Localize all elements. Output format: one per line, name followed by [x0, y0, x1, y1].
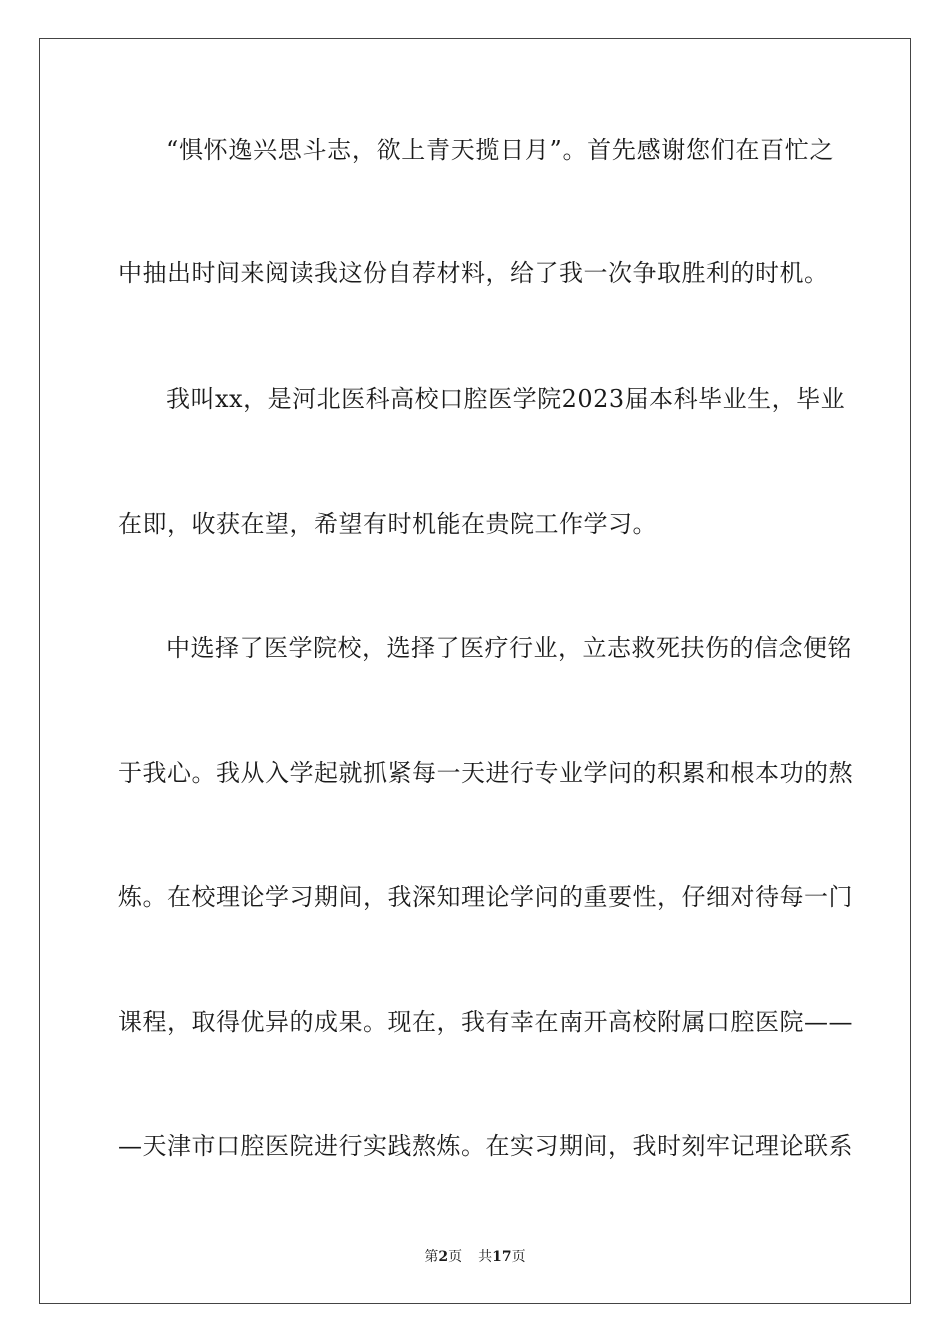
paragraph-2-line-1: 我叫xx，是河北医科高校口腔医学院2023届本科毕业生，毕业 — [166, 385, 846, 413]
page-suffix: 页 — [448, 1249, 463, 1265]
paragraph-1-line-1: “惧怀逸兴思斗志，欲上青天揽日月”。首先感谢您们在百忙之 — [166, 136, 834, 164]
page-prefix: 第 — [424, 1249, 439, 1265]
paragraph-3-line-2: 于我心。我从入学起就抓紧每一天进行专业学问的积累和根本功的熬 — [118, 759, 853, 787]
total-page-count: 17 — [492, 1249, 512, 1265]
page-footer — [0, 1248, 950, 1266]
paragraph-3-line-4: 课程，取得优异的成果。现在，我有幸在南开高校附属口腔医院—— — [118, 1008, 853, 1036]
page-border — [39, 38, 911, 1304]
total-suffix: 页 — [511, 1249, 526, 1265]
paragraph-2-line-2: 在即，收获在望，希望有时机能在贵院工作学习。 — [118, 510, 657, 538]
paragraph-3-line-3: 炼。在校理论学习期间，我深知理论学问的重要性，仔细对待每一门 — [118, 883, 853, 911]
current-page-number: 2 — [438, 1249, 449, 1265]
paragraph-3-line-5: —天津市口腔医院进行实践熬炼。在实习期间，我时刻牢记理论联系 — [118, 1132, 853, 1160]
paragraph-3-line-1: 中选择了医学院校，选择了医疗行业，立志救死扶伤的信念便铭 — [166, 634, 852, 662]
paragraph-1-line-2: 中抽出时间来阅读我这份自荐材料，给了我一次争取胜利的时机。 — [118, 259, 829, 287]
total-prefix: 共 — [478, 1249, 493, 1265]
